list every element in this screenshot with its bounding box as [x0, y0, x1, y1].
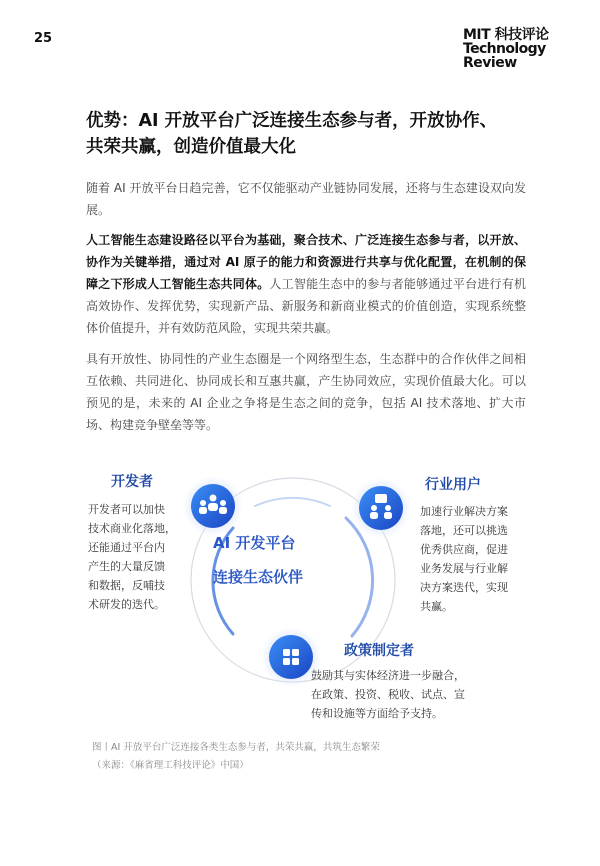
- policy-line: 传和设施等方面给予支持。: [311, 707, 443, 720]
- figure-source: （来源：《麻省理工科技评论》中国）: [92, 760, 249, 771]
- paragraph-2-rest: 人工智能生态中的参与者能够通过平台进行有机高效协作、发挥优势，实现新产品、新服务和新商业模式的价值创造，实现系统整体价值提升，并有效防范风险，实现共荣共赢。: [86, 277, 526, 335]
- figure-caption: 图丨AI 开放平台广泛连接各类生态参与者，共荣共赢，共筑生态繁荣: [92, 742, 380, 753]
- industry-line: 优秀供应商，促进: [420, 543, 508, 556]
- page-number: 25: [34, 31, 53, 46]
- policy-node: [269, 635, 313, 679]
- inner-arc-right: [346, 518, 373, 636]
- paragraph-3: 具有开放性、协同性的产业生态圈是一个网络型生态，生态群中的合作伙伴之间相互依赖、共同进化、协同成长和互惠共赢，产生协同效应，实现价值最大化。可以预见的是，未来的 AI 企业之争将是生态之间的竞争，包括 AI 技术落地、扩大市场、构建竞争壁垒等等。: [86, 352, 526, 432]
- inner-arc-top: [255, 498, 330, 506]
- paragraph-2: [86, 229, 526, 339]
- heading-line-1: 优势：AI 开放平台广泛连接生态参与者，开放协作、: [86, 111, 498, 131]
- policy-text: [311, 666, 465, 723]
- industry-title: 行业用户: [425, 477, 481, 493]
- developer-title: 开发者: [111, 474, 153, 490]
- developer-line: 产生的大量反馈: [88, 560, 165, 573]
- industry-line: 决方案迭代，实现: [420, 581, 508, 594]
- paragraph-2-bold: 人工智能生态建设路径以平台为基础，聚合技术、广泛连接生态参与者，以开放、协作为关键举措，通过对 AI 原子的能力和资源进行共享与优化配置，在机制的保障之下形成人工智能生态共同体。: [86, 233, 526, 291]
- policy-line: 在政策、投资、税收、试点、宣: [311, 688, 465, 701]
- developer-line: 还能通过平台内: [88, 541, 165, 554]
- industry-text: [420, 502, 508, 616]
- developer-text: [88, 500, 176, 614]
- industry-node: [359, 486, 403, 530]
- developer-line: 和数据，反哺技: [88, 579, 165, 592]
- heading-line-2: 共荣共赢，创造价值最大化: [86, 137, 296, 157]
- industry-line: 共赢。: [420, 600, 453, 613]
- industry-line: 落地，还可以挑选: [420, 524, 508, 537]
- paragraph-1: 随着 AI 开放平台日趋完善，它不仅能驱动产业链协同发展，还将与生态建设双向发展。: [86, 181, 526, 217]
- logo-line-1: MIT 科技评论: [463, 27, 549, 43]
- section-heading: [86, 108, 526, 160]
- logo-line-2: Technology: [463, 41, 546, 57]
- industry-line: 业务发展与行业解: [420, 562, 508, 575]
- industry-line: 加速行业解决方案: [420, 505, 508, 518]
- developer-line: 开发者可以加快: [88, 503, 165, 516]
- developer-line: 技术商业化落地，: [88, 522, 176, 535]
- center-subtitle: 连接生态伙伴: [213, 568, 304, 586]
- mit-technology-review-logo: [463, 28, 563, 70]
- center-title: AI 开发平台: [213, 534, 296, 552]
- logo-line-3: Review: [463, 55, 517, 71]
- policy-title: 政策制定者: [344, 643, 414, 659]
- developer-line: 术研发的迭代。: [88, 598, 165, 611]
- policy-line: 鼓励其与实体经济进一步融合，: [311, 669, 465, 682]
